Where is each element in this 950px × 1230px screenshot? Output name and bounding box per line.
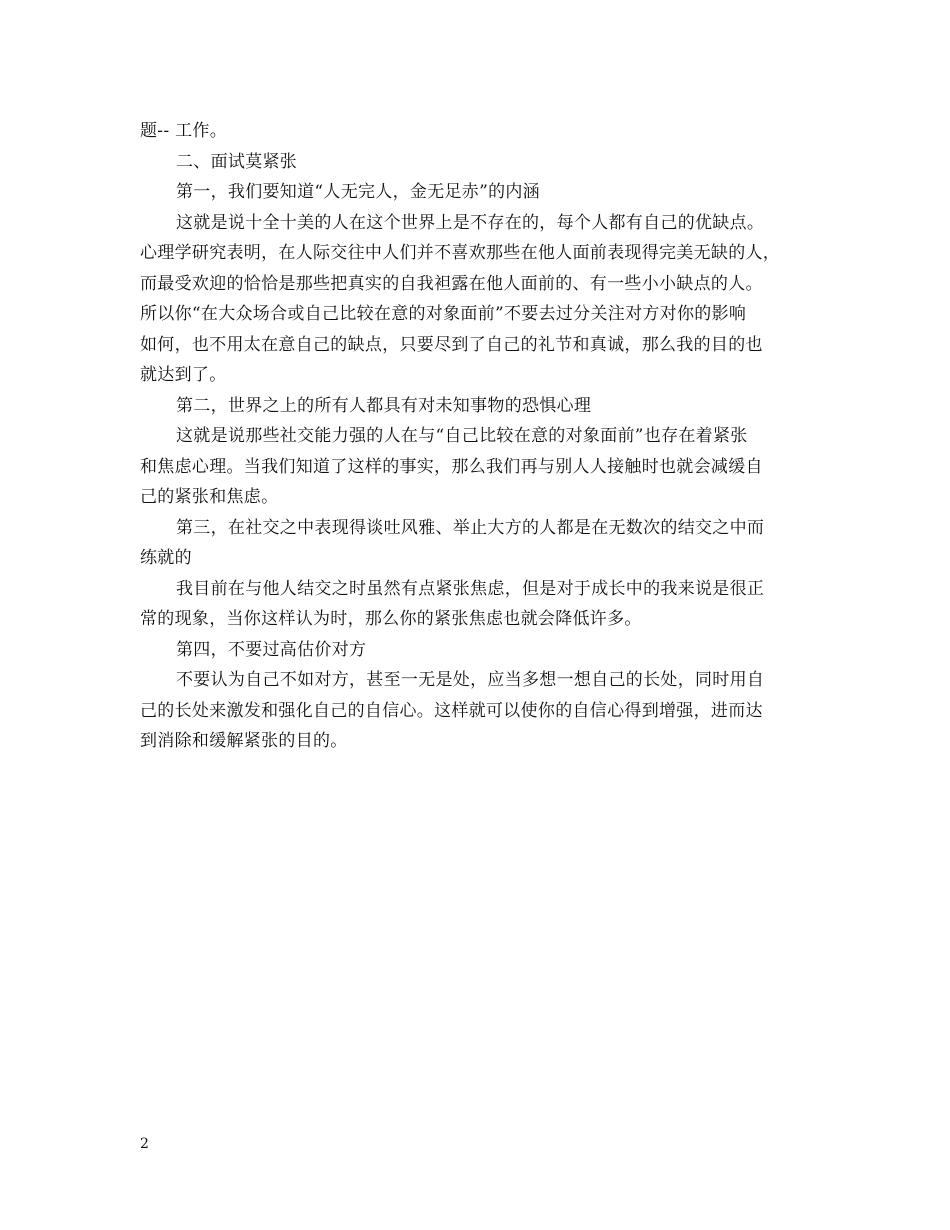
text-line: 己的紧张和焦虑。 <box>140 487 279 507</box>
text-line: 到消除和缓解紧张的目的。 <box>140 731 348 751</box>
page-number: 2 <box>140 1136 149 1152</box>
text-line: 心理学研究表明，在人际交往中人们并不喜欢那些在他人面前表现得完美无缺的人， <box>140 243 781 263</box>
text-line: 如何，也不用太在意自己的缺点，只要尽到了自己的礼节和真诚，那么我的目的也 <box>140 334 763 355</box>
document-body <box>140 116 812 757</box>
text-line: 题-- 工作。 <box>140 121 227 141</box>
text-line: 这就是说十全十美的人在这个世界上是不存在的，每个人都有自己的优缺点。 <box>176 212 765 233</box>
text-line: 所以你“在大众场合或自己比较在意的对象面前”不要去过分关注对方对你的影响 <box>140 304 747 324</box>
subheading-fourth: 第四，不要过高估价对方 <box>176 639 367 660</box>
text-line: 这就是说那些社交能力强的人在与“自己比较在意的对象面前”也存在着紧张 <box>176 426 748 446</box>
subheading-second: 第二，世界之上的所有人都具有对未知事物的恐惧心理 <box>176 395 592 416</box>
subheading-first: 第一，我们要知道“人无完人，金无足赤”的内涵 <box>176 182 540 202</box>
text-line: 而最受欢迎的恰恰是那些把真实的自我袒露在他人面前的、有一些小小缺点的人。 <box>140 273 763 294</box>
subheading-third: 第三，在社交之中表现得谈吐风雅、举止大方的人都是在无数次的结交之中而 <box>176 517 765 538</box>
text-line: 常的现象，当你这样认为时，那么你的紧张焦虑也就会降低许多。 <box>140 609 642 629</box>
text-line: 我目前在与他人结交之时虽然有点紧张焦虑，但是对于成长中的我来说是很正 <box>176 578 765 599</box>
text-line: 不要认为自己不如对方，甚至一无是处，应当多想一想自己的长处，同时用自 <box>176 670 765 690</box>
text-line: 练就的 <box>140 548 192 568</box>
text-line: 己的长处来激发和强化自己的自信心。这样就可以使你的自信心得到增强，进而达 <box>140 700 763 721</box>
text-line: 就达到了。 <box>140 365 227 385</box>
text-line: 和焦虑心理。当我们知道了这样的事实，那么我们再与别人人接触时也就会减缓自 <box>140 456 763 477</box>
section-heading: 二、面试莫紧张 <box>176 151 298 172</box>
